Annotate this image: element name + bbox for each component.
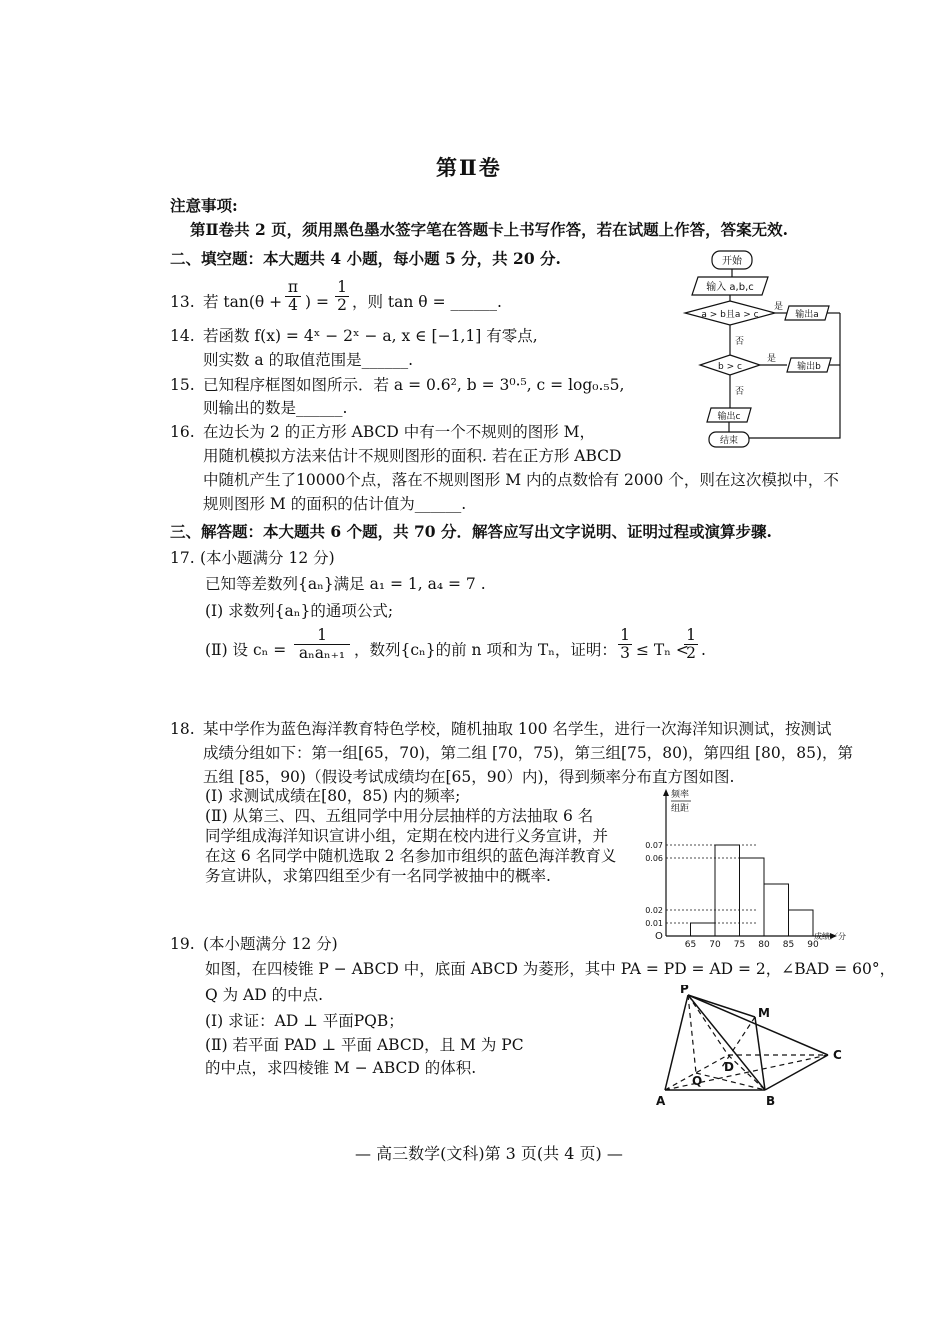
q18-part2a: (Ⅱ) 从第三、四、五组同学中用分层抽样的方法抽取 6 名 <box>205 807 594 825</box>
q19-part2b: 的中点，求四棱锥 M − ABCD 的体积. <box>205 1059 477 1077</box>
q18-line1: 某中学作为蓝色海洋教育特色学校，随机抽取 100 名学生，进行一次海洋知识测试，按测试 <box>203 720 832 738</box>
hist-xtick-label: 65 <box>684 940 697 947</box>
hist-bar-85 <box>789 910 814 936</box>
q18-number: 18. <box>170 720 195 738</box>
flow-no-2: 否 <box>735 387 745 397</box>
hist-bar-75 <box>740 858 765 936</box>
hist-xlabel: 成绩／分 <box>814 932 846 941</box>
q15-line2: 则输出的数是______. <box>203 399 348 417</box>
q16-line4: 规则图形 M 的面积的估计值为______. <box>203 495 467 513</box>
hist-xtick-label: 90 <box>807 940 819 947</box>
hist-xtick-label: 80 <box>758 940 770 947</box>
hist-xtick-label: 70 <box>709 940 721 947</box>
hist-bar-80 <box>764 884 789 936</box>
q16-line1: 在边长为 2 的正方形 ABCD 中有一个不规则的图形 M， <box>203 423 596 441</box>
q18-part2d: 务宣讲队，求第四组至少有一名同学被抽中的概率. <box>205 867 551 885</box>
q13-mid: ) = <box>305 293 329 311</box>
flow-input-text: 输入 a,b,c <box>706 282 754 293</box>
hist-ylabel-bottom: 组距 <box>671 804 690 814</box>
page-title: 第Ⅱ卷 <box>436 155 502 180</box>
flow-end-text: 结束 <box>719 436 739 446</box>
flow-out-a-text: 输出a <box>795 310 819 320</box>
program-flowchart <box>675 248 875 448</box>
q15-number: 15. <box>170 376 195 394</box>
q14-line1: 若函数 f(x) = 4ˣ − 2ˣ − a, x ∈ [−1,1] 有零点, <box>203 327 538 345</box>
hist-ylabel-top: 频率 <box>671 790 690 800</box>
q18-part1: (Ⅰ) 求测试成绩在[80，85) 内的频率; <box>205 787 461 805</box>
flow-yes-2: 是 <box>767 354 777 364</box>
flow-cond2-text: b > c <box>718 362 742 372</box>
frequency-histogram <box>638 787 868 947</box>
q17-frac-num: 1 <box>317 626 327 644</box>
pyramid-label-Q: Q <box>692 1074 703 1088</box>
hist-bar-70 <box>715 845 740 936</box>
q17-number: 17. <box>170 549 195 567</box>
flow-start-text: 开始 <box>722 256 742 267</box>
pyramid-label-B: B <box>766 1094 776 1108</box>
q17-part2-mid: ，数列{cₙ}的前 n 项和为 Tₙ，证明： <box>354 641 617 659</box>
q13-number: 13. <box>170 293 195 311</box>
notice-text: 第Ⅱ卷共 2 页，须用黑色墨水签字笔在答题卡上书写作答，若在试题上作答，答案无效. <box>190 220 789 239</box>
q17-ineq-den1: 3 <box>618 644 632 662</box>
q17-ineq-num1: 1 <box>620 626 630 644</box>
pyramid-figure <box>650 985 850 1110</box>
q16-line3: 中随机产生了10000个点，落在不规则图形 M 内的点数恰有 2000 个，则在这次模拟中，不 <box>203 471 839 489</box>
hist-bar-65 <box>691 923 716 936</box>
q13-fraction-half <box>335 279 349 314</box>
flow-out-c-text: 输出c <box>717 412 741 422</box>
hist-xtick-label: 85 <box>782 940 795 947</box>
flow-out-b-text: 输出b <box>797 362 821 372</box>
hist-origin: O <box>655 931 663 942</box>
pyramid-label-P: P <box>680 985 689 996</box>
q17-frac-den: aₙaₙ₊₁ <box>294 644 350 662</box>
q14-line2: 则实数 a 的取值范围是______. <box>203 351 414 369</box>
q13-frac-num: π <box>287 278 299 296</box>
hist-ytick-label: 0.02 <box>645 906 663 915</box>
q17-ineq-den2: 2 <box>684 644 698 662</box>
q14-number: 14. <box>170 327 195 345</box>
q17-score: (本小题满分 12 分) <box>200 549 335 567</box>
q17-ineq-num2: 1 <box>686 626 696 644</box>
hist-ytick-label: 0.07 <box>645 841 663 850</box>
q18-part2b: 同学组成海洋知识宣讲小组，定期在校内进行义务宣讲，并 <box>205 827 609 845</box>
q13-frac2-num: 1 <box>337 278 347 296</box>
q17-ineq-end: . <box>701 641 706 659</box>
q17-ineq-frac1 <box>618 627 632 662</box>
notice-heading: 注意事项: <box>170 196 238 215</box>
q18-line2: 成绩分组如下：第一组[65，70)，第二组 [70，75)，第三组[75，80)，第四组 [80，85)，第 <box>203 744 854 762</box>
q17-fraction-cn <box>294 627 350 662</box>
q19-part2a: (Ⅱ) 若平面 PAD ⊥ 平面 ABCD，且 M 为 PC <box>205 1036 524 1054</box>
q17-ineq-frac2 <box>684 627 698 662</box>
q13-pre: 若 tan(θ + <box>203 293 283 311</box>
pyramid-label-A: A <box>656 1094 666 1108</box>
q17-stem: 已知等差数列{aₙ}满足 a₁ = 1, a₄ = 7 . <box>205 575 486 593</box>
q16-number: 16. <box>170 423 195 441</box>
pyramid-label-C: C <box>833 1048 842 1062</box>
q19-score: (本小题满分 12 分) <box>203 935 338 953</box>
section-solve-heading: 三、解答题：本大题共 6 个题，共 70 分．解答应写出文字说明、证明过程或演算步骤. <box>170 522 772 541</box>
hist-ytick-label: 0.01 <box>645 919 663 928</box>
q13-fraction-pi-4 <box>285 279 301 314</box>
flow-cond1-text: a > b且a > c <box>701 310 759 320</box>
q18-line3: 五组 [85，90)（假设考试成绩均在[65，90）内)，得到频率分布直方图如图. <box>203 768 735 786</box>
flow-yes-1: 是 <box>774 302 784 312</box>
q17-part2-pre: (Ⅱ) 设 cₙ = <box>205 641 287 659</box>
q13-frac2-den: 2 <box>335 296 349 314</box>
hist-ytick-label: 0.06 <box>645 854 663 863</box>
q13-frac-den: 4 <box>285 296 301 314</box>
page-footer: — 高三数学(文科)第 3 页(共 4 页) — <box>355 1144 623 1163</box>
q19-number: 19. <box>170 935 195 953</box>
q15-line1: 已知程序框图如图所示．若 a = 0.6², b = 3⁰·⁵, c = log₀.₅5, <box>203 376 625 394</box>
q19-part1: (Ⅰ) 求证：AD ⊥ 平面PQB； <box>205 1012 404 1030</box>
pyramid-label-M: M <box>758 1006 770 1020</box>
q19-line1: 如图，在四棱锥 P − ABCD 中，底面 ABCD 为菱形，其中 PA = PD = AD = 2，∠BAD = 60°， <box>205 960 896 978</box>
q19-line2: Q 为 AD 的中点. <box>205 986 324 1004</box>
section-fill-heading: 二、填空题：本大题共 4 小题，每小题 5 分，共 20 分. <box>170 249 561 268</box>
q13-post: ，则 tan θ = ______. <box>352 293 502 311</box>
flow-no-1: 否 <box>735 337 745 347</box>
q18-part2c: 在这 6 名同学中随机选取 2 名参加市组织的蓝色海洋教育义 <box>205 847 617 865</box>
q16-line2: 用随机模拟方法来估计不规则图形的面积. 若在正方形 ABCD <box>203 447 622 465</box>
pyramid-label-D: D <box>724 1060 734 1074</box>
hist-xtick-label: 75 <box>733 940 746 947</box>
q17-ineq-op: ≤ Tₙ < <box>636 641 689 659</box>
q17-part1: (Ⅰ) 求数列{aₙ}的通项公式; <box>205 602 394 620</box>
